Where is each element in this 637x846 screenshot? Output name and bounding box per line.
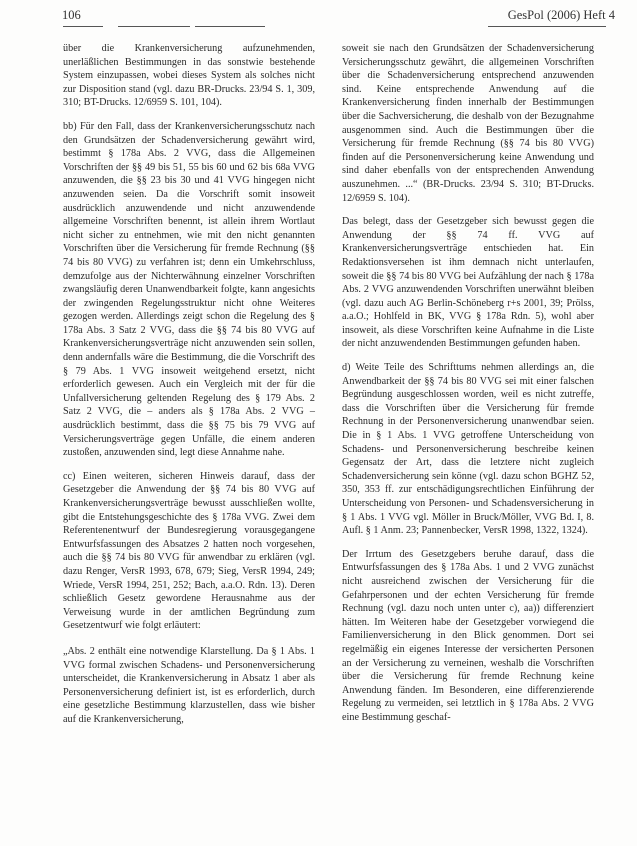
paragraph: d) Weite Teile des Schrifttums nehmen allerdings an, die Anwendbarkeit der §§ 74 bis 80 VVG sei mit einer falschen Begründung ausgeschlossen worden, weil es nicht zutreffe, dass die Vorschriften über die Versicherung für fremde Rechnung in der Personenversicherung unanwendbar seien. Die in § 1 Abs. 1 VVG getroffene Unterscheidung von Schadens- und Personenversicherung beschreibe keinen Gegensatz der Art, dass die letztere nicht zugleich Schadenversicherung sein könne (vgl. dazu schon BGHZ 52, 350, 353 ff. zur entschädigungsrechtlichen Einführung der Unterscheidung von Personen- und Schadensversicherung in § 1 Abs. 1 VVG vgl. Möller in Bruck/Möller, VVG Bd. I, 8. Aufl. § 1 Anm. 23; Pannenbecker, VersR 1998, 1322, 1324). (342, 362, 594, 537)
left-column (63, 42, 315, 737)
header-rule-middle-2 (195, 26, 265, 27)
header-rule-left (63, 26, 103, 27)
page-number: 106 (62, 8, 81, 22)
paragraph: Das belegt, dass der Gesetzgeber sich bewusst gegen die Anwendung der §§ 74 ff. VVG auf Krankenversicherungsverträge entschieden hat. Ein Redaktionsversehen ist ihm demnach nicht unterlaufen, soweit die §§ 74 bis 80 VVG bei Aufzählung der nach § 178a Abs. 2 VVG anzuwendenden Vorschriften unerwähnt bleiben (vgl. dazu auch AG Berlin-Schöneberg r+s 2001, 39; Prölss, a.a.O.; Hohlfeld in BK, VVG § 178a Rdn. 5), wohl aber insoweit, als diese Vorschriften keine Aufnahme in die Liste der nicht anzuwendenden Bestimmungen gefunden haben. (342, 216, 594, 350)
journal-citation: GesPol (2006) Heft 4 (507, 8, 615, 22)
paragraph: cc) Einen weiteren, sicheren Hinweis darauf, dass der Gesetzgeber die Anwendung der §§ 74 bis 80 VVG auf Krankenversicherungsverträge bewusst ausschließen wollte, gibt die Entstehungsgeschichte des § 178a VVG. Zwei dem Referentenentwurf der Bundesregierung vorausgegangene Entwurfsfassungen des Absatzes 2 hatten noch vorgesehen, auch die §§ 74 bis 80 VVG für anwendbar zu erklären (vgl. dazu Renger, VersR 1993, 678, 679; Sieg, VersR 1994, 249; Wriede, VersR 1994, 251, 252; Bach, a.a.O. Rdn. 13). Deren schließlich Gesetz gewordene Herausnahme aus der Verweisung wurde in der amtlichen Begründung zum Gesetzentwurf wie folgt erläutert: (63, 470, 315, 632)
paragraph: soweit sie nach den Grundsätzen der Schadenversicherung Versicherungsschutz gewährt, die allgemeinen Vorschriften über die Schadenversicherung entsprechend anzuwenden sind. Keine entsprechende Anwendung auf die Krankenversicherung finden innerhalb der Bestimmungen über die Sachversicherung, die deshalb von der Bezugnahme ausgenommen sind. Auch die Bestimmungen über die Versicherung für fremde Rechnung (§§ 74 bis 80 VVG) finden auf die Personenversicherung keine Anwendung und sind daher ebenfalls von der entsprechenden Anwendung auszunehmen. ...“ (BR-Drucks. 23/94 S. 310; BT-Drucks. 12/6959 S. 104). (342, 43, 594, 204)
header-rule-right (488, 26, 606, 27)
paragraph: Der Irrtum des Gesetzgebers beruhe darauf, dass die Entwurfsfassungen des § 178a Abs. 1 und 2 VVG zunächst nicht ausreichend zwischen der Versicherung für die Gefahrpersonen und der echten Versicherung für fremde Rechnung (vgl. dazu noch unten unter c), aa)) differenziert hätten. Im Weiteren habe der Gesetzgeber vorwiegend die Familienversicherung in den Blick genommen. Dort sei regelmäßig ein eigenes Interesse der versicherten Personen an der Versicherung zu verneinen, weshalb die Vorschriften über die Versicherung für fremde Rechnung keine Anwendung fänden. Im Besonderen, eine differenzierende Regelung zu vermeiden, sei letztlich in § 178a Abs. 2 VVG eine Bestimmung geschaf- (342, 548, 594, 723)
running-header (62, 8, 615, 32)
header-rule-middle (118, 26, 190, 27)
paragraph: bb) Für den Fall, dass der Krankenversicherungsschutz nach den Grundsätzen der Schadenversicherung gewährt wird, bestimmt § 178a Abs. 2 VVG, dass die Allgemeinen Vorschriften der §§ 49 bis 51, 55 bis 60 und 62 bis 68a VVG anzuwenden, die §§ 23 bis 30 und 41 VVG hingegen nicht anzuwenden seien. Da die Vorschrift somit insoweit ausdrücklich anzuwendende und nicht anzuwendende allgemeine Vorschriften benennt, ist allein ihrem Wortlaut nicht sicher zu entnehmen, wie mit den nicht genannten Vorschriften über die Versicherung für fremde Rechnung (§§ 74 bis 80 VVG) zu verfahren ist; denn ein Umkehrschluss, demzufolge aus der Nichterwähnung einzelner Vorschriften zwangsläufig deren Unanwendbarkeit folgte, kann angesichts der zwingenden Regelungsstruktur nicht ohne Weiteres gezogen werden. Allerdings zeigt schon die Regelung des § 178a Abs. 3 Satz 2 VVG, dass die §§ 74 bis 80 VVG auf Krankenversicherungsverträge nicht anzuwenden sein sollen, denn andernfalls wäre die Bestimmung, die die Vorschrift des § 79 Abs. 1 VVG insoweit weitgehend ersetzt, nicht erforderlich gewesen. Auch ein Vergleich mit der für die Unfallversicherung geltenden Regelung des § 179 Abs. 2 Satz 2 VVG, die – anders als § 178a Abs. 2 VVG – ausdrücklich bestimmt, dass die §§ 75 bis 79 VVG auf Versicherungsverträge gegen Unfälle, die einem anderen zustoßen, anzuwenden sind, legt diese Annahme nahe. (63, 120, 315, 459)
quoted-paragraph: „Abs. 2 enthält eine notwendige Klarstellung. Da § 1 Abs. 1 VVG formal zwischen Schadens- und Personenversicherung unterscheidet, die Krankenversicherung in Absatz 1 aber als Personenversicherung definiert ist, ist es erforderlich, durch eine gesetzliche Bestimmung klarzustellen, dass wie bisher auf die Krankenversicherung, (63, 645, 315, 725)
right-column (342, 42, 594, 735)
paragraph: über die Krankenversicherung aufzunehmenden, unerläßlichen Bestimmungen in das sonstwie bestehende System einzupassen, wobei dieses System als solches nicht zur Disposition stand (vgl. dazu BR-Drucks. 23/94 S. 1, 309, 310; BT-Drucks. 12/6959 S. 101, 104). (63, 43, 315, 109)
